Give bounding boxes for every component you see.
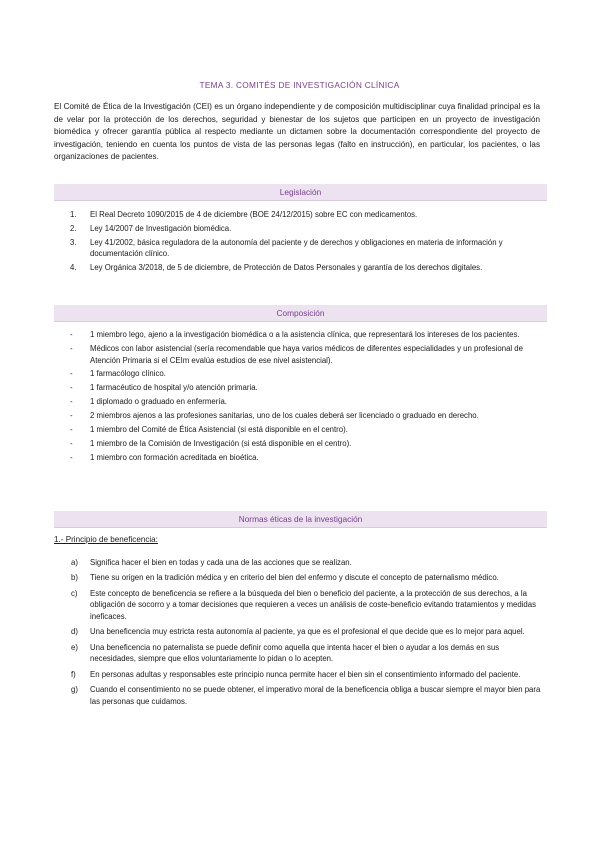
list-item bbox=[54, 343, 544, 366]
list-item bbox=[54, 588, 544, 623]
list-item bbox=[54, 223, 544, 235]
document-title: TEMA 3. COMITÉS DE INVESTIGACIÓN CLÍNICA bbox=[199, 80, 400, 90]
intro-paragraph: El Comité de Ética de la Investigación (CEI) es un órgano independiente y de composición multidisciplinar cuya finalidad principal es la de velar por la protección de los derechos, seguridad y bienestar de los sujetos que participen en un proyecto de investigación biomédica y ofrecer garantía pública al respecto mediante un dictamen sobre la documentación correspondiente del proyecto de investigación, teniendo en cuenta los puntos de vista de las personas legas (falto en instrucción), en particular, los pacientes, o las organizaciones de pacientes. bbox=[54, 102, 540, 162]
list-item-text: Significa hacer el bien en todas y cada una de las acciones que se realizan. bbox=[90, 558, 352, 567]
list-marker: c) bbox=[71, 588, 78, 598]
list-item bbox=[54, 410, 544, 422]
list-marker: 4. bbox=[70, 263, 77, 273]
list-marker: e) bbox=[71, 642, 78, 652]
list-item-text: Ley 14/2007 de Investigación biomédica. bbox=[90, 223, 232, 233]
list-item bbox=[54, 237, 544, 260]
list-item-text: 1 miembro de la Comisión de Investigación (si está disponible en el centro). bbox=[90, 438, 352, 448]
list-marker: a) bbox=[71, 558, 78, 567]
beneficencia-list bbox=[54, 557, 544, 711]
list-item bbox=[54, 684, 544, 707]
list-item bbox=[54, 642, 544, 665]
list-item bbox=[54, 368, 544, 380]
list-marker: 3. bbox=[70, 237, 77, 247]
list-item bbox=[54, 626, 544, 638]
list-marker: g) bbox=[71, 684, 78, 694]
list-item-text: Ley Orgánica 3/2018, de 5 de diciembre, de Protección de Datos Personales y garantía de los derechos digitales. bbox=[90, 263, 483, 273]
list-marker: - bbox=[70, 438, 73, 448]
list-item bbox=[54, 262, 544, 274]
list-marker: - bbox=[70, 411, 73, 421]
list-marker: f) bbox=[71, 669, 76, 679]
list-item-text: Una beneficencia muy estricta resta autonomía al paciente, ya que es el profesional el que decide que es lo mejor para aquel. bbox=[90, 627, 525, 637]
list-marker: d) bbox=[71, 627, 78, 637]
list-item-text: 1 miembro con formación acreditada en bioética. bbox=[90, 452, 259, 462]
list-item-text: Este concepto de beneficencia se refiere a la búsqueda del bien o beneficio del paciente, a la protección de sus derechos, a la obligación de socorro y a tomar decisiones que requieren a veces un análisis de coste-beneficio evitando tratamientos y medidas ineficaces. bbox=[90, 588, 536, 621]
list-item bbox=[54, 382, 544, 394]
list-item bbox=[54, 572, 544, 584]
list-item-text: Tiene su origen en la tradición médica y en criterio del bien del enfermo y discute el concepto de paternalismo médico. bbox=[90, 573, 499, 583]
list-item-text: 1 miembro lego, ajeno a la investigación biomédica o a la asistencia clínica, que representará los intereses de los pacientes. bbox=[90, 330, 520, 339]
list-marker: - bbox=[70, 397, 73, 407]
list-item bbox=[54, 396, 544, 408]
list-item-text: Cuando el consentimiento no se puede obtener, el imperativo moral de la beneficencia obliga a buscar siempre el mayor bien para las personas que cuidamos. bbox=[90, 684, 541, 706]
list-item-text: Una beneficencia no paternalista se puede definir como aquella que intenta hacer el bien o ayudar a los demás en sus necesidades, siempre que ellos voluntariamente lo pidan o lo acepten. bbox=[90, 642, 500, 664]
list-item bbox=[54, 452, 544, 464]
list-item-text: 1 farmacéutico de hospital y/o atención primaria. bbox=[90, 383, 258, 393]
list-item-text: 1 miembro del Comité de Ética Asistencial (si está disponible en el centro). bbox=[90, 425, 348, 435]
list-item-text: Ley 41/2002, básica reguladora de la autonomía del paciente y de derechos y obligaciones en materia de información y documentación clínico. bbox=[90, 237, 503, 259]
list-marker: 1. bbox=[70, 210, 77, 219]
list-item bbox=[54, 438, 544, 450]
list-marker: b) bbox=[71, 573, 78, 583]
list-item-text: Médicos con labor asistencial (sería recomendable que haya varios médicos de diferentes especialidades y un profesional de Atención Primaria si el CEIm evalúa estudios de ese nivel asistencial). bbox=[90, 343, 523, 365]
list-marker: - bbox=[70, 425, 73, 435]
section-heading-composicion: Composición bbox=[54, 305, 547, 322]
list-item bbox=[54, 424, 544, 436]
subheading-beneficencia: 1.- Principio de beneficencia: bbox=[54, 535, 158, 544]
list-item-text: 1 farmacólogo clínico. bbox=[90, 369, 166, 379]
list-marker: 2. bbox=[70, 223, 77, 233]
list-item bbox=[54, 329, 544, 341]
section-heading-normas: Normas éticas de la investigación bbox=[54, 511, 547, 528]
section-heading-legislacion: Legislación bbox=[54, 184, 547, 201]
composicion-list bbox=[54, 329, 544, 466]
list-item-text: 1 diplomado o graduado en enfermería. bbox=[90, 397, 227, 407]
list-item-text: 2 miembros ajenos a las profesiones sanitarias, uno de los cuales deberá ser licenciado o graduado en derecho. bbox=[90, 411, 479, 421]
list-marker: - bbox=[70, 369, 73, 379]
list-item bbox=[54, 669, 544, 681]
list-marker: - bbox=[70, 330, 73, 339]
list-marker: - bbox=[70, 343, 73, 353]
list-marker: - bbox=[70, 452, 73, 462]
list-item-text: En personas adultas y responsables este principio nunca permite hacer el bien sin el consentimiento informado del paciente. bbox=[90, 669, 521, 679]
list-item bbox=[54, 209, 544, 221]
list-item-text: El Real Decreto 1090/2015 de 4 de diciembre (BOE 24/12/2015) sobre EC con medicamentos. bbox=[90, 210, 418, 219]
list-marker: - bbox=[70, 383, 73, 393]
legislacion-list bbox=[54, 209, 544, 276]
list-item bbox=[54, 557, 544, 569]
